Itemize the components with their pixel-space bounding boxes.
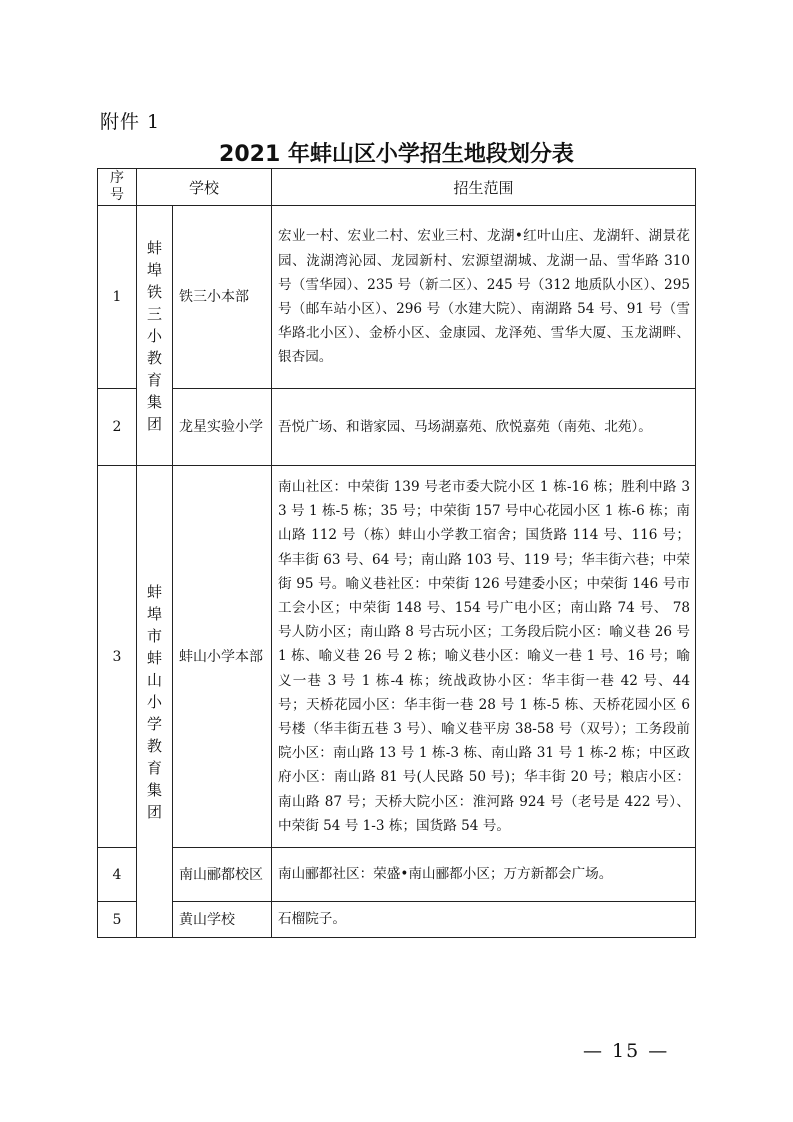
row-number: 5 — [98, 902, 137, 938]
table-header-row — [98, 169, 696, 206]
enrollment-table — [97, 168, 696, 938]
header-school: 学校 — [137, 169, 272, 206]
row-number: 1 — [98, 206, 137, 389]
row-number: 2 — [98, 389, 137, 466]
enrollment-range: 南山郦都社区：荣盛•南山郦都小区；万方新都会广场。 — [272, 848, 696, 902]
table-row — [98, 466, 696, 848]
enrollment-range: 石榴院子。 — [272, 902, 696, 938]
school-name: 蚌山小学本部 — [173, 466, 272, 848]
header-seq: 序号 — [98, 169, 137, 206]
table-row — [98, 902, 696, 938]
page-title: 2021 年蚌山区小学招生地段划分表 — [219, 142, 574, 167]
enrollment-range: 宏业一村、宏业二村、宏业三村、龙湖•红叶山庄、龙湖轩、湖景花园、泷湖湾沁园、龙园新村、宏源望湖城、龙湖一品、雪华路 310 号（雪华园）、235 号（新二区）、245 号（312 地质队小区）、295 号（邮车站小区）、296 号（水建大院）、南湖路 54 号、91 号（雪华路北小区）、金桥小区、金康园、龙泽苑、雪华大厦、玉龙湖畔、银杏园。 — [272, 206, 696, 389]
table-row — [98, 206, 696, 389]
header-range: 招生范围 — [272, 169, 696, 206]
page-number: — 15 — — [583, 1040, 670, 1062]
group-name: 蚌埠市蚌山小学教育集团 — [137, 466, 173, 938]
school-name: 铁三小本部 — [173, 206, 272, 389]
school-name: 龙星实验小学 — [173, 389, 272, 466]
enrollment-range: 南山社区：中荣街 139 号老市委大院小区 1 栋-16 栋；胜利中路 33 号 1 栋-5 栋；35 号；中荣街 157 号中心花园小区 1 栋-6 栋；南山路 112 号（栋）蚌山小学教工宿舍；国货路 114 号、116 号；华丰街 63 号、64 号；南山路 103 号、119 号；华丰街六巷；中荣街 95 号。喻义巷社区：中荣街 126 号建委小区；中荣街 146 号市工会小区；中荣街 148 号、154 号广电小区；南山路 74 号、 78 号人防小区；南山路 8 号古玩小区；工务段后院小区：喻义巷 26 号 1 栋、喻义巷 26 号 2 栋；喻义巷小区：喻义一巷 1 号、16 号；喻义一巷 3 号 1 栋-4 栋；统战政协小区：华丰街一巷 42 号、44 号；天桥花园小区：华丰街一巷 28 号 1 栋-5 栋、天桥花园小区 6 号楼（华丰街五巷 3 号）、喻义巷平房 38-58 号（双号）；工务段前院小区：南山路 13 号 1 栋-3 栋、南山路 31 号 1 栋-2 栋；中区政府小区：南山路 81 号(人民路 50 号)；华丰街 20 号；粮店小区：南山路 87 号；天桥大院小区：淮河路 924 号（老号是 422 号）、中荣街 54 号 1-3 栋；国货路 54 号。 — [272, 466, 696, 848]
enrollment-range: 吾悦广场、和谐家园、马场湖嘉苑、欣悦嘉苑（南苑、北苑）。 — [272, 389, 696, 466]
table-row — [98, 848, 696, 902]
group-name: 蚌埠铁三小教育集团 — [137, 206, 173, 466]
row-number: 4 — [98, 848, 137, 902]
row-number: 3 — [98, 466, 137, 848]
school-name: 黄山学校 — [173, 902, 272, 938]
attachment-label: 附件 1 — [100, 111, 161, 133]
table-row — [98, 389, 696, 466]
school-name: 南山郦都校区 — [173, 848, 272, 902]
